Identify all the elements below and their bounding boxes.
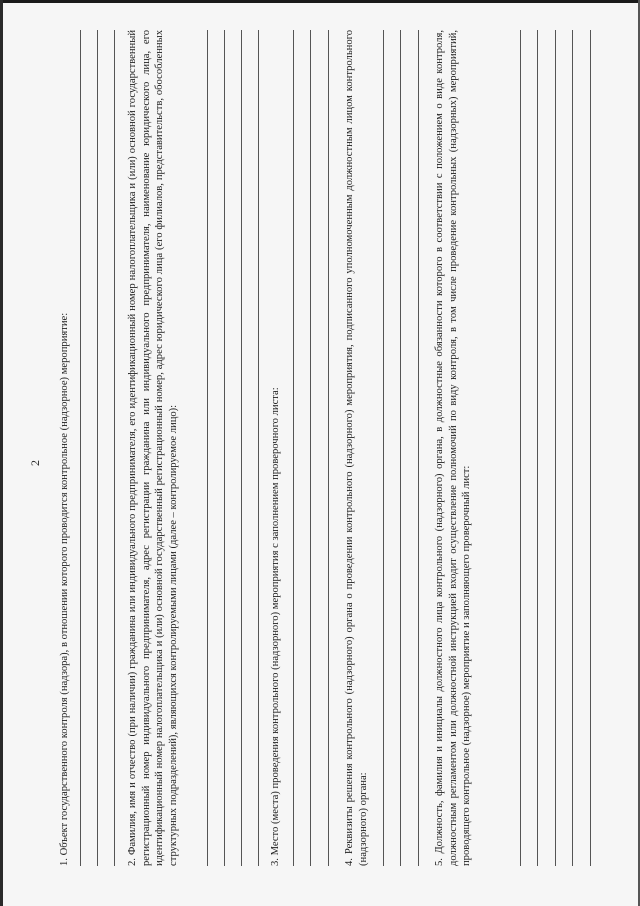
fill-line <box>224 30 225 866</box>
fill-line <box>241 30 242 866</box>
fill-line <box>418 30 419 866</box>
fill-line <box>383 30 384 866</box>
section-5-official-details: 5. Должность, фамилия и инициалы должностного лица контрольного (надзорного) органа, в должностные обязанности которого в соответствии с положением о виде контроля, должностным регламентом или должностной инструкцией входит осуществление полномочий по виду контроля, в том числе проведение контрольных (надзорных) мероприятий, проводящего контрольное (надзорное) мероприятие и заполняющего проверочный лист: <box>434 30 473 866</box>
fill-line <box>293 30 294 866</box>
section-2-controlled-person: 2. Фамилия, имя и отчество (при наличии) гражданина или индивидуального предпринимателя, его идентификационный номер налогоплательщика и (или) основной государственный регистрационный номер индивидуального предпринимателя, адрес регистрации гражданина или индивидуального предпринимателя, наименование юридического лица, его идентификационный номер налогоплательщика и (или) основной государственный регистрационный номер, адрес юридического лица (его филиалов, представительств, обособленных структурных подразделений), являющихся контролируемыми лицами (далее – контролируемое лицо): <box>127 30 179 866</box>
page-number: 2 <box>28 460 42 466</box>
fill-line <box>80 30 81 866</box>
fill-line <box>258 30 259 866</box>
fill-line <box>400 30 401 866</box>
fill-line <box>310 30 311 866</box>
fill-line <box>328 30 329 866</box>
fill-line <box>97 30 98 866</box>
fill-line <box>520 30 521 866</box>
fill-line <box>114 30 115 866</box>
fill-line <box>537 30 538 866</box>
section-4-decision-details: 4. Реквизиты решения контрольного (надзорного) органа о проведении контрольного (надзорного) мероприятия, подписанного уполномоченным должностным лицом контрольного (надзорного) органа: <box>344 30 369 866</box>
fill-line <box>590 30 591 866</box>
section-1-object-of-control: 1. Объект государственного контроля (надзора), в отношении которого проводится контрольное (надзорное) мероприятие: <box>59 312 70 866</box>
fill-line <box>572 30 573 866</box>
fill-line <box>555 30 556 866</box>
fill-line <box>207 30 208 866</box>
section-3-place-of-inspection: 3. Место (места) проведения контрольного (надзорного) мероприятия с заполнением проверочного листа: <box>270 387 281 866</box>
